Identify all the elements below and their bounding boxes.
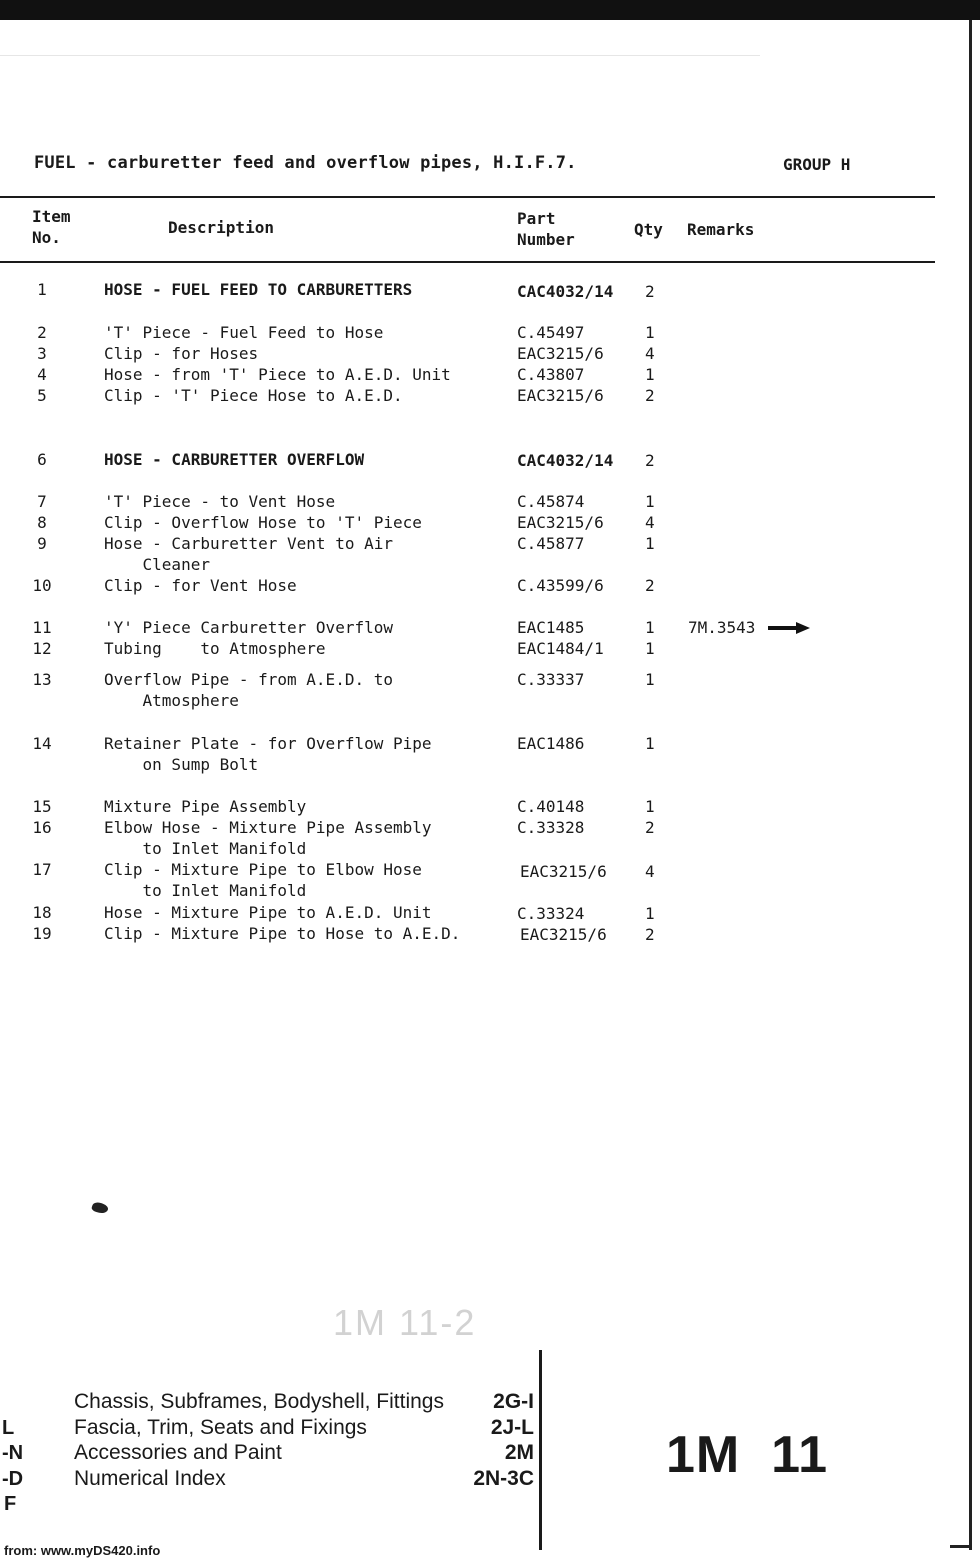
microfiche-frame-number: 1M 11 <box>666 1426 829 1484</box>
index-code: 2J-L <box>490 1416 534 1439</box>
row-description: Hose - Mixture Pipe to A.E.D. Unit <box>104 903 432 922</box>
row-item-number: 19 <box>32 924 52 943</box>
row-part-number: C.43807 <box>517 365 585 384</box>
index-divider-vertical <box>539 1350 542 1550</box>
row-item-number: 18 <box>32 903 52 922</box>
row-part-number: C.43599/6 <box>517 576 604 595</box>
index-label: Accessories and Paint <box>74 1441 282 1464</box>
index-label: Fascia, Trim, Seats and Fixings <box>74 1416 367 1439</box>
row-qty: 4 <box>645 862 655 881</box>
row-qty: 2 <box>645 451 655 470</box>
col-header-qty: Qty <box>634 220 663 239</box>
row-qty: 1 <box>645 797 655 816</box>
row-part-number: EAC3215/6 <box>517 344 604 363</box>
row-item-number: 2 <box>37 323 47 342</box>
row-qty: 1 <box>645 323 655 342</box>
row-qty: 1 <box>645 534 655 553</box>
page-title: FUEL - carburetter feed and overflow pipes, H.I.F.7. <box>34 153 577 173</box>
row-description: Clip - Overflow Hose to 'T' Piece <box>104 513 422 532</box>
col-header-remarks: Remarks <box>687 220 755 239</box>
row-item-number: 17 <box>32 860 52 879</box>
row-part-number: EAC1486 <box>517 734 585 753</box>
row-part-number: C.40148 <box>517 797 585 816</box>
index-code: 2G-I <box>493 1390 534 1413</box>
index-label: Chassis, Subframes, Bodyshell, Fittings <box>74 1390 444 1413</box>
row-qty: 2 <box>645 386 655 405</box>
row-part-number: C.33337 <box>517 670 585 689</box>
row-description: Clip - Mixture Pipe to Elbow Hose to Inlet Manifold <box>104 860 422 900</box>
row-description: Hose - Carburetter Vent to Air Cleaner <box>104 534 393 574</box>
row-item-number: 5 <box>37 386 47 405</box>
row-description: Hose - from 'T' Piece to A.E.D. Unit <box>104 365 451 384</box>
row-description: HOSE - CARBURETTER OVERFLOW <box>104 450 365 469</box>
row-qty: 2 <box>645 576 655 595</box>
row-part-number: EAC1485 <box>517 618 585 637</box>
row-item-number: 3 <box>37 344 47 363</box>
row-part-number: C.33324 <box>517 904 585 923</box>
row-part-number: EAC3215/6 <box>520 862 607 881</box>
row-item-number: 12 <box>32 639 52 658</box>
col-header-item: Item No. <box>32 207 71 247</box>
row-description: Clip - 'T' Piece Hose to A.E.D. <box>104 386 403 405</box>
row-description: Clip - for Hoses <box>104 344 259 363</box>
row-qty: 1 <box>645 618 655 637</box>
row-qty: 4 <box>645 344 655 363</box>
row-part-number: EAC1484/1 <box>517 639 604 658</box>
row-part-number: C.45874 <box>517 492 585 511</box>
row-part-number: EAC3215/6 <box>520 925 607 944</box>
row-part-number: CAC4032/14 <box>517 451 614 470</box>
row-qty: 1 <box>645 639 655 658</box>
row-item-number: 7 <box>37 492 47 511</box>
ink-smudge <box>91 1201 109 1216</box>
index-letter: -N <box>2 1442 24 1464</box>
index-code: 2N-3C <box>473 1467 534 1490</box>
row-qty: 1 <box>645 492 655 511</box>
scan-corner-mark <box>950 1545 970 1548</box>
row-qty: 1 <box>645 365 655 384</box>
row-item-number: 9 <box>37 534 47 553</box>
row-item-number: 6 <box>37 450 47 469</box>
row-description: Elbow Hose - Mixture Pipe Assembly to Inlet Manifold <box>104 818 432 858</box>
row-description: 'Y' Piece Carburetter Overflow <box>104 618 393 637</box>
row-item-number: 1 <box>37 280 47 299</box>
index-letter: -D <box>2 1468 24 1490</box>
row-description: 'T' Piece - to Vent Hose <box>104 492 336 511</box>
row-description: Tubing to Atmosphere <box>104 639 326 658</box>
row-item-number: 13 <box>32 670 52 689</box>
row-part-number: EAC3215/6 <box>517 513 604 532</box>
index-code: 2M <box>504 1441 534 1464</box>
row-item-number: 10 <box>32 576 52 595</box>
row-qty: 2 <box>645 818 655 837</box>
row-item-number: 4 <box>37 365 47 384</box>
row-description: Clip - for Vent Hose <box>104 576 297 595</box>
arrow-right-icon <box>768 622 810 634</box>
col-header-part-number: Part Number <box>517 209 575 249</box>
row-item-number: 14 <box>32 734 52 753</box>
ghost-print-through: 1M 11-2 <box>333 1302 477 1343</box>
row-part-number: CAC4032/14 <box>517 282 614 301</box>
row-part-number: C.45877 <box>517 534 585 553</box>
index-label: Numerical Index <box>74 1467 226 1490</box>
source-watermark: from: www.myDS420.info <box>4 1543 161 1558</box>
row-item-number: 11 <box>32 618 52 637</box>
row-description: Overflow Pipe - from A.E.D. to Atmosphere <box>104 670 393 710</box>
row-item-number: 8 <box>37 513 47 532</box>
row-qty: 1 <box>645 670 655 689</box>
row-qty: 1 <box>645 734 655 753</box>
row-part-number: EAC3215/6 <box>517 386 604 405</box>
index-letter-f: F <box>4 1493 17 1515</box>
row-description: Retainer Plate - for Overflow Pipe on Sump Bolt <box>104 734 432 774</box>
row-part-number: C.45497 <box>517 323 585 342</box>
row-qty: 4 <box>645 513 655 532</box>
row-qty: 2 <box>645 282 655 301</box>
row-description: HOSE - FUEL FEED TO CARBURETTERS <box>104 280 413 299</box>
row-item-number: 15 <box>32 797 52 816</box>
index-letter: L <box>2 1417 15 1439</box>
row-description: Clip - Mixture Pipe to Hose to A.E.D. <box>104 924 461 943</box>
row-qty: 1 <box>645 904 655 923</box>
col-header-description: Description <box>168 218 274 237</box>
row-description: Mixture Pipe Assembly <box>104 797 307 816</box>
row-qty: 2 <box>645 925 655 944</box>
row-part-number: C.33328 <box>517 818 585 837</box>
group-label: GROUP H <box>783 155 851 174</box>
row-remarks: 7M.3543 <box>688 618 756 637</box>
row-item-number: 16 <box>32 818 52 837</box>
row-description: 'T' Piece - Fuel Feed to Hose <box>104 323 384 342</box>
